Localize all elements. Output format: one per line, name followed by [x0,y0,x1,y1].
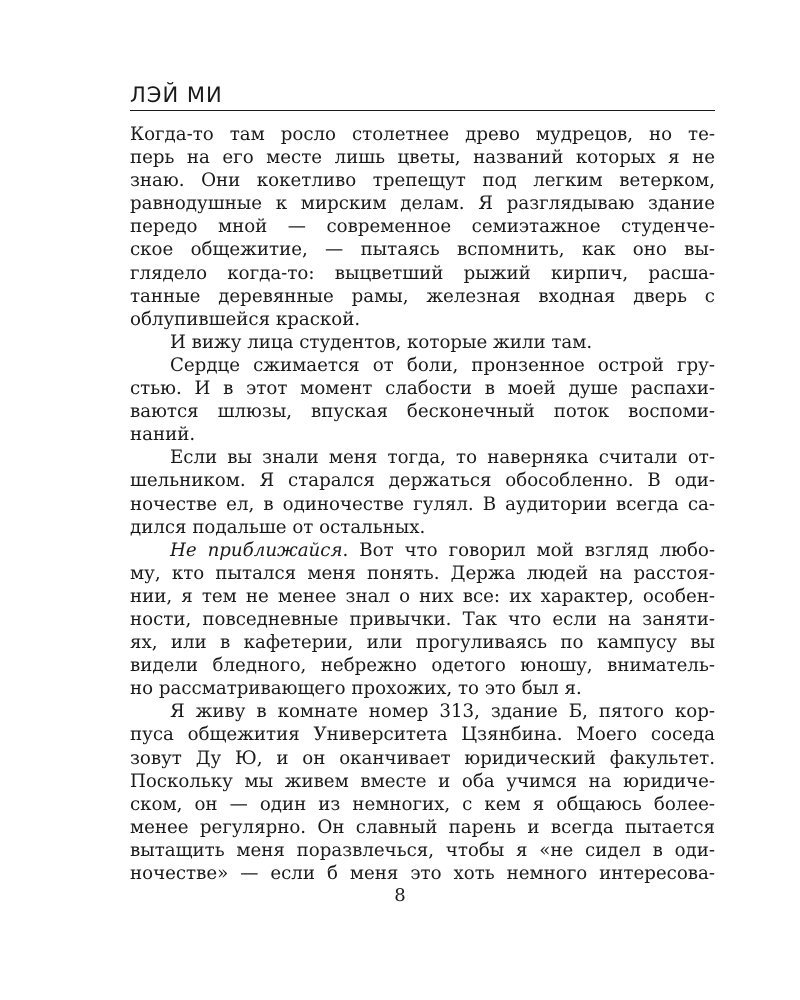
text-line: танные деревянные рамы, железная входная дверь с [130,285,715,307]
text-line: нии, я тем не менее знал о них все: их характер, особен- [130,585,715,607]
text-line: облупившейся краской. [130,308,361,330]
italic-emphasis: Не приближайся [170,539,343,561]
text-line: зовут Ду Ю, и он оканчивает юридический факультет. [130,747,715,769]
running-head-title: ЛЭЙ МИ [130,83,223,107]
running-head [130,82,715,111]
text-line: ском, он — один из немногих, с кем я общаюсь более- [130,793,715,815]
text-line: Если вы знали меня тогда, то наверняка считали от- [170,447,715,469]
text-line: видели бледного, небрежно одетого юношу, вниматель- [130,655,715,677]
text-line: наний. [130,424,196,446]
text-line: ях, или в кафетерии, или прогуливаясь по кампусу вы [130,632,715,654]
text-line: ское общежитие, — пытаясь вспомнить, как оно вы- [130,239,715,261]
paragraph [130,354,715,446]
text-line: ности, повседневные привычки. Так что если на заняти- [130,608,715,630]
text-line: ночестве ел, в одиночестве гулял. В аудитории всегда са- [130,493,715,515]
text-line: равнодушные к мирским делам. Я разглядываю здание [130,193,715,215]
text-line: но рассматривающего прохожих, то это был я. [130,678,582,700]
paragraph [130,539,715,701]
text-line: му, кто пытался меня понять. Держа людей на расстоя- [130,562,715,584]
text-line: передо мной — современное семиэтажное студенче- [130,216,715,238]
text-line: перь на его месте лишь цветы, названий которых я не [130,147,715,169]
text-line: вытащить меня поразвлечься, чтобы я «не сидел в оди- [130,839,715,861]
text-line: глядело когда-то: выцветший рыжий кирпич, расша- [130,262,715,284]
text-line: И вижу лица студентов, которые жили там. [170,331,593,353]
text-line: Я живу в комнате номер 313, здание Б, пятого кор- [170,701,715,723]
text-line: ваются шлюзы, впуская бесконечный поток воспоми- [130,401,715,423]
text-fragment: . Вот что говорил мой взгляд любо- [342,539,715,561]
paragraph [130,446,715,538]
paragraph [130,700,715,885]
text-line: дился подальше от остальных. [130,516,426,538]
paragraph [130,123,715,331]
text-line: менее регулярно. Он славный парень и всегда пытается [130,816,715,838]
text-line: Когда-то там росло столетнее древо мудрецов, но те- [130,124,715,145]
text-line [130,539,715,562]
text-line: пуса общежития Университета Цзянбина. Моего соседа [130,724,715,746]
body-text [130,123,715,885]
text-line: Сердце сжимается от боли, пронзенное острой гру- [170,354,715,376]
text-line: стью. И в этот момент слабости в моей душе распахи- [130,378,715,400]
page-number: 8 [394,885,406,906]
text-line: шельником. Я старался держаться обособленно. В оди- [130,470,715,492]
text-line: ночестве» — если б меня это хоть немного интересова- [130,863,715,884]
text-line: знаю. Они кокетливо трепещут под легким ветерком, [130,170,715,192]
paragraph [130,331,715,354]
text-line: Поскольку мы живем вместе и оба учимся на юридиче- [130,770,715,792]
